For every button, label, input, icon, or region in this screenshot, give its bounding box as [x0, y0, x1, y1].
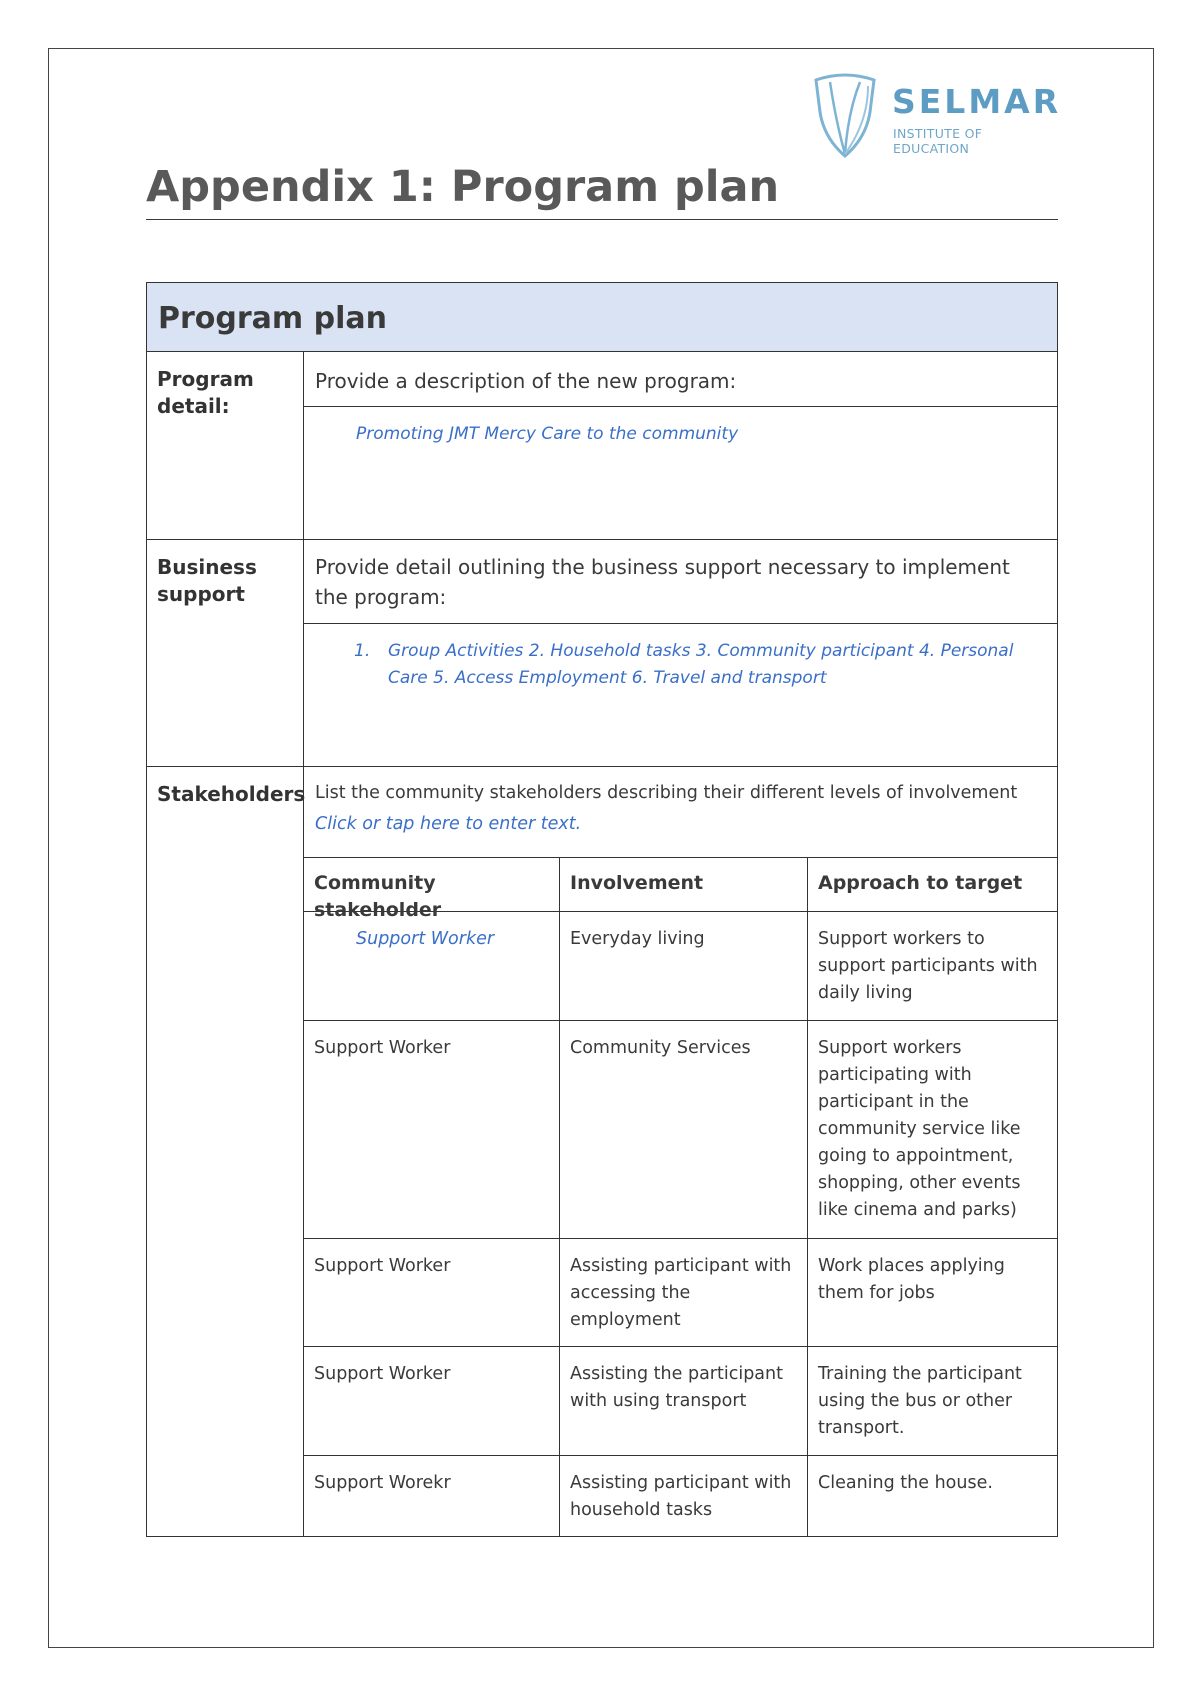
table-cell: Training the participant using the bus or other transport.: [818, 1364, 1022, 1438]
shield-logo-icon: [810, 72, 880, 160]
program-detail-answer: Promoting JMT Mercy Care to the community: [356, 424, 739, 444]
table-cell: Support workers participating with participant in the community service like going to appointment, shopping, other events like cinema and parks): [818, 1038, 1021, 1220]
table-row: [304, 1346, 1057, 1455]
table-row: [304, 1020, 1057, 1238]
stakeholders-prompt-cell: [304, 767, 1057, 858]
business-support-label: Business support: [147, 540, 304, 766]
page-title: Appendix 1: Program plan: [146, 160, 1058, 220]
table-cell: Cleaning the house.: [818, 1473, 993, 1493]
stakeholders-placeholder[interactable]: Click or tap here to enter text.: [315, 814, 582, 834]
program-plan-table: [146, 282, 1058, 1537]
stakeholders-row: [147, 767, 1057, 1536]
table-cell: Support Worker: [304, 1347, 560, 1455]
table-cell[interactable]: [304, 912, 560, 1020]
business-support-prompt: Provide detail outlining the business support necessary to implement the program:: [304, 540, 1057, 624]
table-cell: Community Services: [560, 1021, 808, 1238]
table-cell: Support Worker: [304, 1239, 560, 1346]
table-cell: Assisting participant with accessing the employment: [560, 1239, 808, 1346]
column-header: Approach to target: [818, 872, 1023, 894]
table-header: Program plan: [147, 283, 1057, 352]
stakeholder-table-header: [304, 858, 1057, 921]
column-header: Involvement: [560, 858, 808, 911]
table-cell: Support Worekr: [304, 1456, 560, 1536]
logo-name: SELMAR: [892, 82, 1062, 121]
table-cell: Support Worker: [304, 1021, 560, 1238]
program-detail-label: Program detail:: [147, 352, 304, 539]
table-cell: Everyday living: [560, 912, 808, 1020]
table-cell: Support workers to support participants with daily living: [818, 929, 1038, 1003]
program-detail-prompt: Provide a description of the new program:: [304, 352, 1057, 407]
table-row: [304, 1238, 1057, 1346]
stakeholders-label: Stakeholders: [147, 767, 304, 1536]
stakeholder-answer: Support Worker: [356, 929, 495, 949]
column-header: Community stakeholder: [304, 858, 560, 911]
stakeholders-prompt: List the community stakeholders describing their different levels of involvement: [315, 783, 1018, 803]
table-cell: Assisting participant with household tasks: [560, 1456, 808, 1536]
table-cell: Assisting the participant with using transport: [560, 1347, 808, 1455]
selmar-logo: [810, 70, 1060, 160]
program-detail-answer-field[interactable]: [304, 407, 1057, 539]
logo-tagline: INSTITUTE OF EDUCATION: [893, 126, 983, 156]
business-support-row: [147, 540, 1057, 767]
table-cell: Work places applying them for jobs: [818, 1256, 1005, 1303]
table-row: [304, 1455, 1057, 1536]
business-support-answer: Group Activities 2. Household tasks 3. Community participant 4. Personal Care 5. Access Employment 6. Travel and transport: [388, 641, 1014, 688]
table-row: [304, 911, 1057, 1020]
program-detail-row: [147, 352, 1057, 540]
answer-list-number: 1.: [354, 641, 371, 661]
business-support-answer-field[interactable]: [304, 624, 1057, 766]
